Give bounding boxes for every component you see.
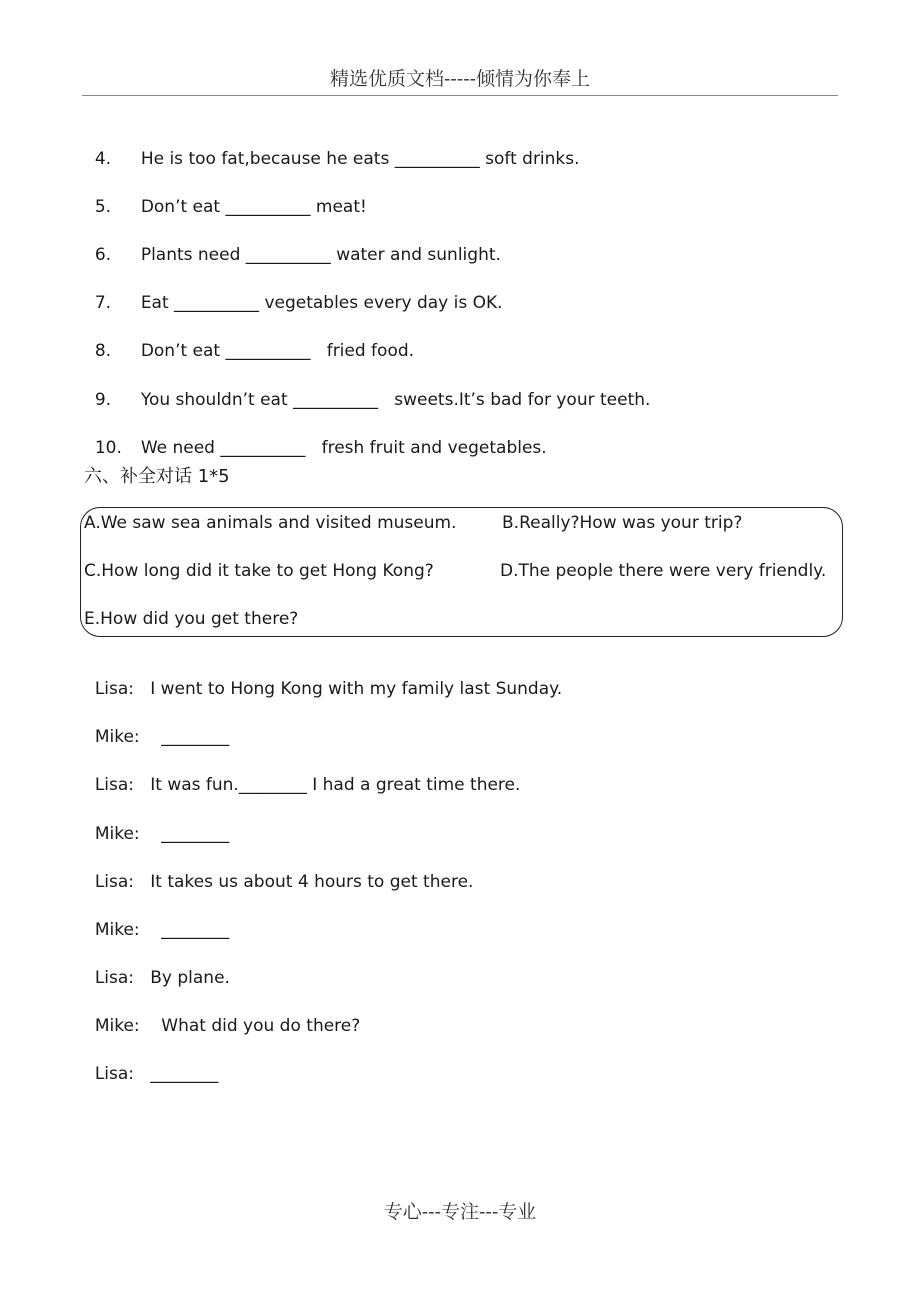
exercise-text: You shouldn’t eat __________ sweets.It’s bad for your teeth. xyxy=(140,390,651,410)
speaker-label: Mike: xyxy=(94,1016,140,1036)
dialogue-text: I went to Hong Kong with my family last Sunday. xyxy=(150,679,563,699)
exercise-item xyxy=(84,126,580,170)
dialogue-line xyxy=(84,993,360,1037)
section-title: 六、补全对话 1*5 xyxy=(84,466,230,487)
option-c: C.How long did it take to get Hong Kong? xyxy=(84,561,434,581)
exercise-item xyxy=(84,270,503,314)
option-e: E.How did you get there? xyxy=(84,609,299,629)
exercise-text: Don’t eat __________ fried food. xyxy=(140,341,415,361)
option-b: B.Really?How was your trip? xyxy=(502,513,743,533)
page-footer: 专心---专注---专业 xyxy=(383,1201,537,1223)
speaker-label: Lisa: xyxy=(94,775,135,795)
dialogue-text: ________ xyxy=(155,920,230,940)
dialogue-line xyxy=(84,801,229,845)
exercise-text: He is too fat,because he eats __________ soft drinks. xyxy=(140,149,580,169)
exercise-text: We need __________ fresh fruit and vegetables. xyxy=(140,438,547,458)
exercise-number: 5. xyxy=(94,197,112,217)
exercise-number: 9. xyxy=(94,390,112,410)
speaker-label: Mike: xyxy=(94,920,140,940)
dialogue-line xyxy=(84,704,229,748)
exercise-number: 7. xyxy=(94,293,112,313)
exercise-number: 8. xyxy=(94,341,112,361)
page-header: 精选优质文档-----倾情为你奉上 xyxy=(329,68,591,90)
dialogue-text: What did you do there? xyxy=(155,1016,361,1036)
exercise-item xyxy=(84,222,501,266)
dialogue-line xyxy=(84,945,230,989)
exercise-item xyxy=(84,367,650,411)
speaker-label: Lisa: xyxy=(94,679,135,699)
dialogue-text: It takes us about 4 hours to get there. xyxy=(150,872,474,892)
dialogue-line xyxy=(84,656,562,700)
dialogue-line xyxy=(84,849,473,893)
exercise-item xyxy=(84,415,547,459)
dialogue-text: ________ xyxy=(150,1064,219,1084)
dialogue-text: It was fun.________ I had a great time there. xyxy=(150,775,521,795)
dialogue-line xyxy=(84,752,520,796)
exercise-item xyxy=(84,174,367,218)
exercise-text: Eat __________ vegetables every day is OK. xyxy=(140,293,503,313)
speaker-label: Mike: xyxy=(94,824,140,844)
dialogue-line xyxy=(84,1041,218,1085)
speaker-label: Lisa: xyxy=(94,872,135,892)
exercise-text: Don’t eat __________ meat! xyxy=(140,197,367,217)
dialogue-line xyxy=(84,897,229,941)
speaker-label: Mike: xyxy=(94,727,140,747)
dialogue-text: ________ xyxy=(155,824,230,844)
dialogue-text: ________ xyxy=(155,727,230,747)
header-rule xyxy=(82,95,838,96)
exercise-number: 6. xyxy=(94,245,112,265)
speaker-label: Lisa: xyxy=(94,1064,135,1084)
exercise-text: Plants need __________ water and sunlight. xyxy=(140,245,501,265)
dialogue-text: By plane. xyxy=(150,968,230,988)
exercise-number: 4. xyxy=(94,149,112,169)
speaker-label: Lisa: xyxy=(94,968,135,988)
option-d: D.The people there were very friendly. xyxy=(500,561,827,581)
exercise-item xyxy=(84,318,414,362)
option-a: A.We saw sea animals and visited museum. xyxy=(84,513,457,533)
exercise-number: 10. xyxy=(94,438,122,458)
